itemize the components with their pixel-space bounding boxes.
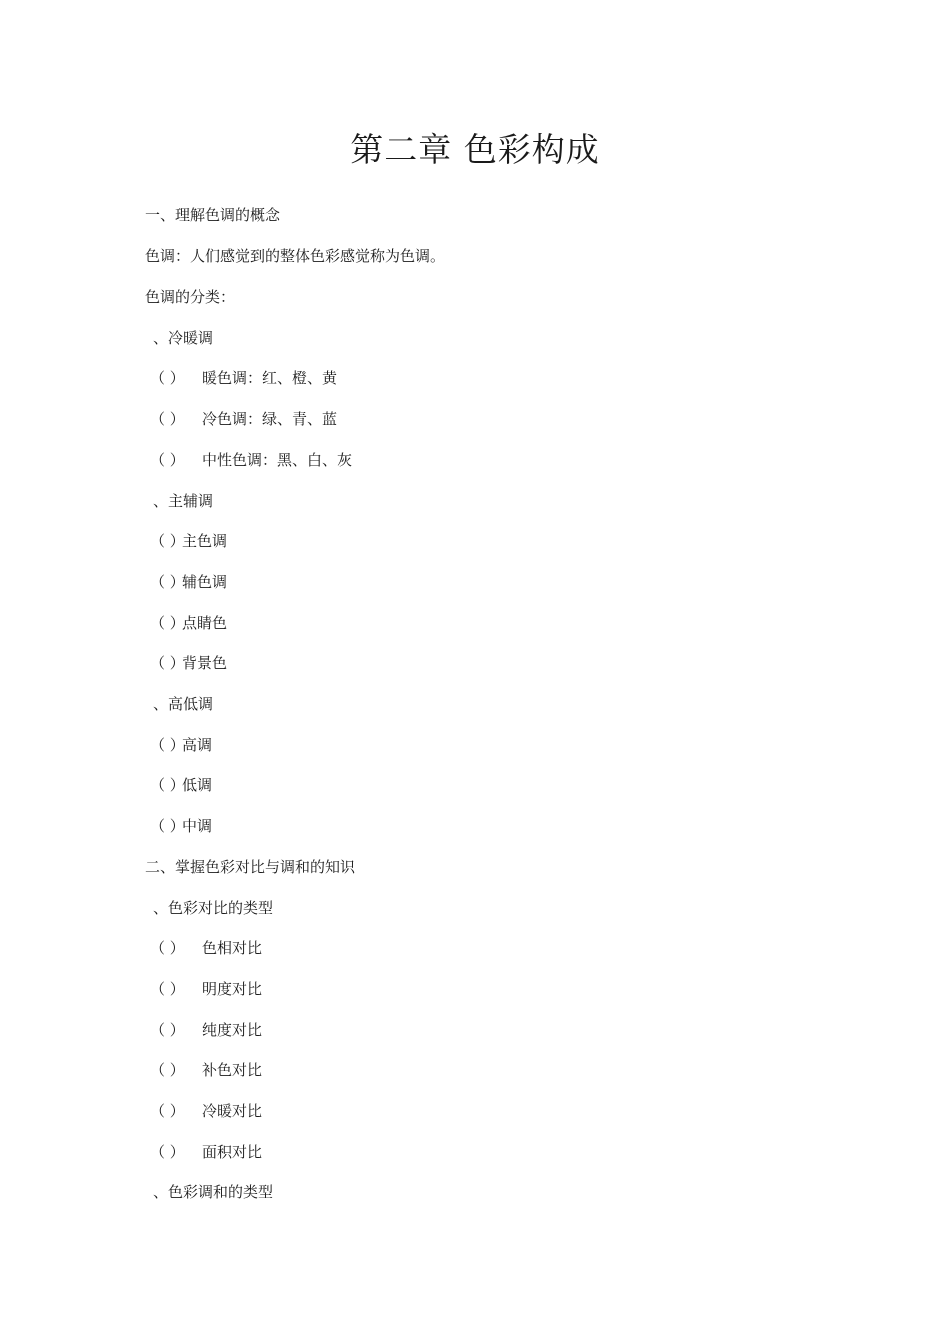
subheading: 、主辅调 xyxy=(153,492,214,510)
list-item xyxy=(150,734,212,756)
subheading: 、高低调 xyxy=(153,695,214,713)
list-item-text: 主色调 xyxy=(182,532,228,550)
list-item xyxy=(150,652,227,674)
list-item xyxy=(150,1059,262,1081)
paren-marker: （ ） xyxy=(150,776,185,794)
paren-marker: （ ） xyxy=(150,939,185,957)
list-item-text: 中调 xyxy=(182,817,213,835)
paren-marker: （ ） xyxy=(150,369,185,387)
paren-marker: （ ） xyxy=(150,736,185,754)
list-item-text: 低调 xyxy=(182,776,213,794)
paren-marker: （ ） xyxy=(150,532,185,550)
subheading: 、冷暖调 xyxy=(153,329,214,347)
list-item xyxy=(150,937,262,959)
list-item-text: 冷暖对比 xyxy=(202,1102,263,1120)
section-heading: 二、掌握色彩对比与调和的知识 xyxy=(145,858,356,876)
paren-marker: （ ） xyxy=(150,817,185,835)
list-item-text: 明度对比 xyxy=(202,980,263,998)
list-item-text: 补色对比 xyxy=(202,1061,263,1079)
list-item-text: 中性色调：黑、白、灰 xyxy=(202,451,353,469)
paren-marker: （ ） xyxy=(150,410,185,428)
paragraph: 色调的分类： xyxy=(145,288,236,306)
paren-marker: （ ） xyxy=(150,614,185,632)
list-item xyxy=(150,530,227,552)
list-item xyxy=(150,978,262,1000)
paren-marker: （ ） xyxy=(150,1143,185,1161)
list-item xyxy=(150,367,337,389)
subheading: 、色彩对比的类型 xyxy=(153,899,274,917)
list-item xyxy=(150,1100,262,1122)
paren-marker: （ ） xyxy=(150,573,185,591)
list-item xyxy=(150,1141,262,1163)
paren-marker: （ ） xyxy=(150,980,185,998)
paren-marker: （ ） xyxy=(150,1021,185,1039)
subheading: 、色彩调和的类型 xyxy=(153,1183,274,1201)
list-item xyxy=(150,1019,262,1041)
list-item xyxy=(150,815,212,837)
list-item-text: 辅色调 xyxy=(182,573,228,591)
list-item-text: 色相对比 xyxy=(202,939,263,957)
chapter-title: 第二章 色彩构成 xyxy=(350,130,600,169)
paren-marker: （ ） xyxy=(150,654,185,672)
list-item-text: 冷色调：绿、青、蓝 xyxy=(202,410,338,428)
list-item-text: 面积对比 xyxy=(202,1143,263,1161)
paren-marker: （ ） xyxy=(150,1061,185,1079)
list-item xyxy=(150,571,227,593)
list-item-text: 纯度对比 xyxy=(202,1021,263,1039)
list-item-text: 暖色调：红、橙、黄 xyxy=(202,369,338,387)
list-item-text: 点睛色 xyxy=(182,614,228,632)
list-item xyxy=(150,408,337,430)
list-item xyxy=(150,612,227,634)
list-item xyxy=(150,449,352,471)
paren-marker: （ ） xyxy=(150,1102,185,1120)
list-item-text: 高调 xyxy=(182,736,213,754)
paren-marker: （ ） xyxy=(150,451,185,469)
list-item xyxy=(150,774,212,796)
list-item-text: 背景色 xyxy=(182,654,228,672)
paragraph: 色调：人们感觉到的整体色彩感觉称为色调。 xyxy=(145,247,446,265)
section-heading: 一、理解色调的概念 xyxy=(145,206,281,224)
